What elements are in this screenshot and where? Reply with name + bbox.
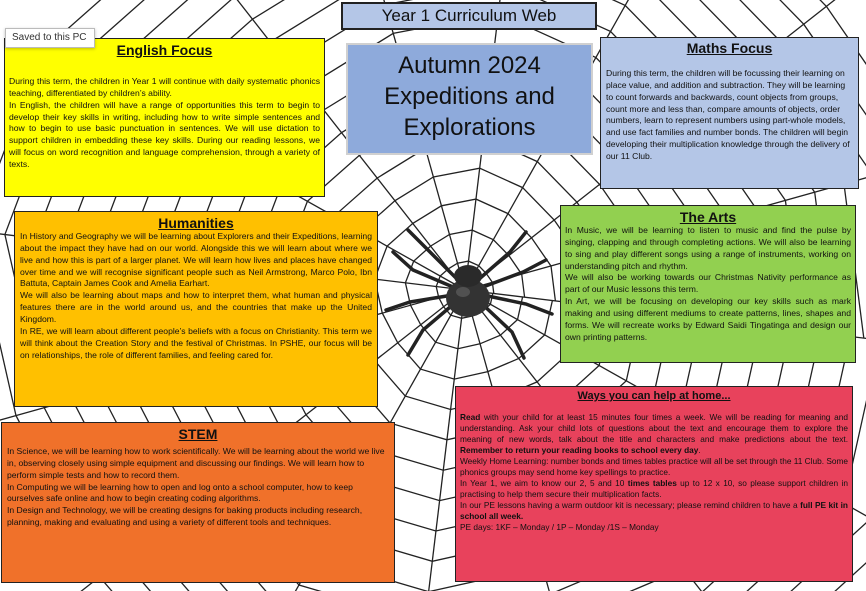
arts-heading: The Arts (679, 209, 737, 225)
theme-line-2: Expeditions and (384, 83, 555, 110)
humanities-paragraph-2: We will also be learning about maps and how to interpret them, what human and physical features there are in the world around us, and the countries that make up the United Kingdom. (20, 290, 372, 325)
maths-focus-box (600, 37, 859, 189)
maths-heading: Maths Focus (686, 40, 773, 56)
home-reading-paragraph (460, 412, 848, 456)
stem-paragraph-3: In Design and Technology, we will be creating designs for baking products including research, planning, making and evaluating and using a variety of different tools and techniques. (7, 505, 363, 528)
arts-paragraph-2: We will also be working towards our Christmas Nativity performance as part of our Music lessons this term. (565, 272, 851, 295)
read-end: . (698, 445, 701, 456)
home-learning-paragraph: Weekly Home Learning: number bonds and times tables practice will all be set through the 11 Club. Some phonics groups may send home key spellings to practice. (460, 456, 849, 478)
english-focus-box (4, 38, 325, 197)
english-paragraph-2: In English, the children will have a range of opportunities this term to begin to develop their key skills in writing, including how to write simple sentences and how to begin to use basic punctuation in sentences. We will use dictation to support children in embedding these key skills. During our reading lessons, we will focus on word recognition and language comprehension, through a variety of texts. (9, 99, 320, 170)
theme-line-3: Explorations (403, 114, 536, 141)
humanities-box (14, 211, 378, 407)
read-bold: Read (460, 412, 481, 422)
tt-bold: times tables (627, 478, 677, 489)
times-tables-paragraph (460, 478, 848, 500)
arts-paragraph-3: In Art, we will be focusing on developing our key skills such as mark making and using different mediums to create patterns, lines, shapes and forms. We will recreate works by Edward Saidi Tingatinga and design our own printing patterns. (565, 296, 851, 342)
saved-status-tooltip: Saved to this PC (5, 28, 95, 48)
help-at-home-box (455, 386, 853, 582)
theme-line-1: Autumn 2024 (398, 52, 541, 79)
the-arts-box (560, 205, 856, 363)
stem-paragraph-1: In Science, we will be learning how to work scientifically. We will be learning about the world we live in, observing closely using simple equipment and discussing our findings. We will learn how to perform simple tests and how to record them. (7, 446, 385, 480)
pe-text-a: In our PE lessons having a warm outdoor kit is necessary; please remind children to have a (460, 500, 801, 511)
humanities-paragraph-3: In RE, we will learn about different people’s beliefs with a focus on Christianity. This term we will think about the Creation Story and the festival of Christmas. In PSHE, our focus will be on relationships, the role of different families, and feeling cared for. (20, 325, 372, 360)
pe-days: PE days: 1KF – Monday / 1P – Monday /1S – Monday (460, 522, 659, 533)
stem-box (1, 422, 395, 583)
read-text: with your child for at least 15 minutes four times a week. We will be reading for meaning and understanding. Ask your child lots of questions about the text and encourage them to explore the meaning of new words, talk about the title and characters and make predictions about the text. (460, 412, 848, 445)
tt-text-a: In Year 1, we aim to know our 2, 5 and 10 (460, 478, 628, 489)
return-books-bold: Remember to return your reading books to school every day (460, 445, 699, 456)
humanities-heading: Humanities (158, 215, 234, 231)
maths-paragraph-1: During this term, the children will be focussing their learning on place value, and addition and subtraction. They will be learning to count forwards and backwards, count objects from groups, count more and less than, compare amounts of objects, order numbers, learn to represent numbers using part-whole models, and use fact families and number bonds. The children will begin developing their multiplication knowledge through the delivery of our 11 Club. (606, 68, 850, 162)
spider-illustration (386, 230, 552, 358)
english-paragraph-1: During this term, the children in Year 1 will continue with daily systematic phonics teaching, differentiated by children’s ability. (9, 76, 320, 98)
tt-text-c: up to 12 x 10, so please support children in practising to help them secure their multiplication facts. (460, 478, 848, 500)
stem-paragraph-2: In Computing we will be learning how to open and log onto a school computer, how to keep ourselves safe online and how to begin creating coding algorithms. (7, 481, 353, 504)
pe-bold: full PE kit in school all week. (460, 500, 848, 522)
term-theme-box (346, 43, 593, 155)
english-heading: English Focus (116, 42, 213, 58)
home-heading: Ways you can help at home... (577, 390, 731, 402)
humanities-paragraph-1: In History and Geography we will be learning about Explorers and their Expeditions, learning about the impact they have had on our world. Alongside this we will learn about where we live and how this is part of a larger planet. We will learn how lives and places have changed over time and we will recognise significant people such as Neil Armstrong, Marco Polo, Ibn Battuta, Captain James Cook and Amelia Earhart. (20, 231, 372, 289)
pe-kit-paragraph (460, 500, 848, 522)
arts-paragraph-1: In Music, we will be learning to listen to music and find the pulse by singing, clapping and through completing actions. We will also be learning to sing and play different songs using a range of instruments, working on understanding pitch and rhythm. (565, 225, 851, 271)
curriculum-web-title: Year 1 Curriculum Web (341, 2, 597, 30)
stem-heading: STEM (178, 426, 218, 442)
